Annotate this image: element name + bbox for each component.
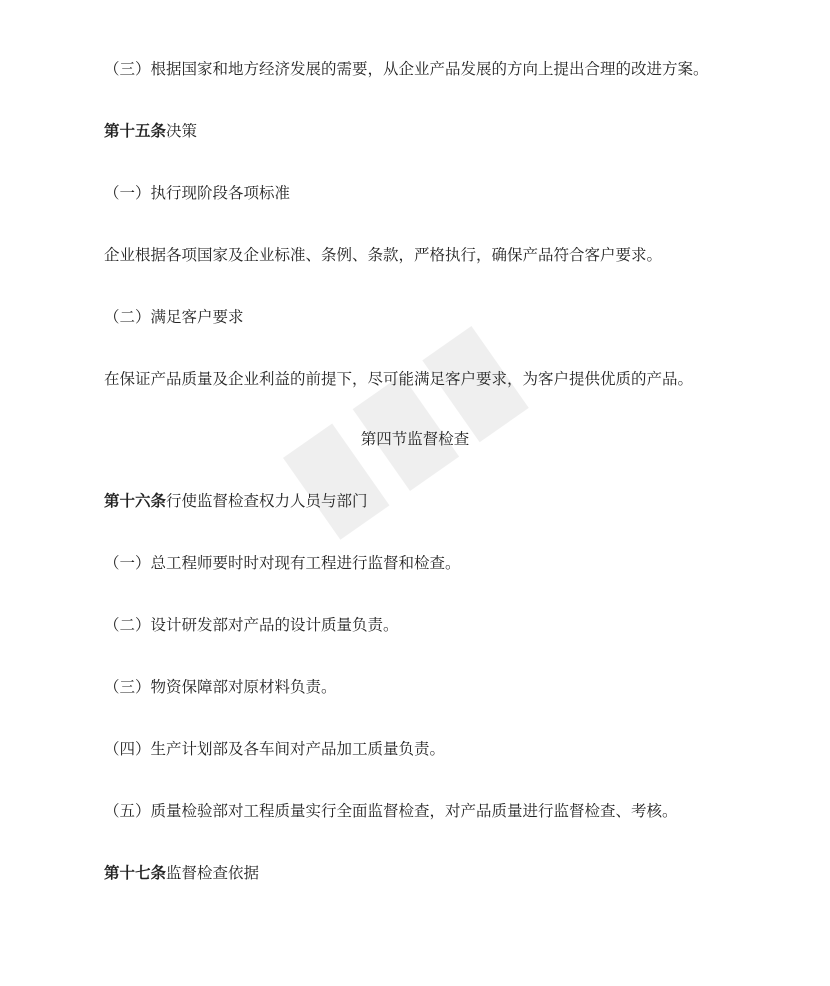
article-title: 监督检查依据 bbox=[166, 864, 260, 882]
list-item: （五）质量检验部对工程质量实行全面监督检查，对产品质量进行监督检查、考核。 bbox=[104, 802, 678, 820]
list-item: （三）物资保障部对原材料负责。 bbox=[104, 678, 337, 696]
list-item: （三）根据国家和地方经济发展的需要，从企业产品发展的方向上提出合理的改进方案。 bbox=[104, 60, 709, 78]
article-title: 决策 bbox=[166, 122, 198, 140]
article-heading bbox=[104, 490, 368, 512]
article-number: 第十七条 bbox=[104, 864, 167, 882]
list-item: （一）执行现阶段各项标准 bbox=[104, 184, 291, 202]
section-title: 第四节监督检查 bbox=[360, 430, 470, 448]
list-item: （四）生产计划部及各车间对产品加工质量负责。 bbox=[104, 740, 446, 758]
paragraph: 企业根据各项国家及企业标准、条例、条款，严格执行，确保产品符合客户要求。 bbox=[104, 246, 663, 264]
article-number: 第十五条 bbox=[104, 122, 167, 140]
list-item: （一）总工程师要时时对现有工程进行监督和检查。 bbox=[104, 554, 461, 572]
list-item: （二）满足客户要求 bbox=[104, 308, 244, 326]
article-number: 第十六条 bbox=[104, 492, 167, 510]
article-heading bbox=[104, 120, 197, 142]
paragraph: 在保证产品质量及企业利益的前提下，尽可能满足客户要求，为客户提供优质的产品。 bbox=[104, 370, 694, 388]
article-heading bbox=[104, 862, 259, 884]
article-title: 行使监督检查权力人员与部门 bbox=[166, 492, 368, 510]
list-item: （二）设计研发部对产品的设计质量负责。 bbox=[104, 616, 399, 634]
